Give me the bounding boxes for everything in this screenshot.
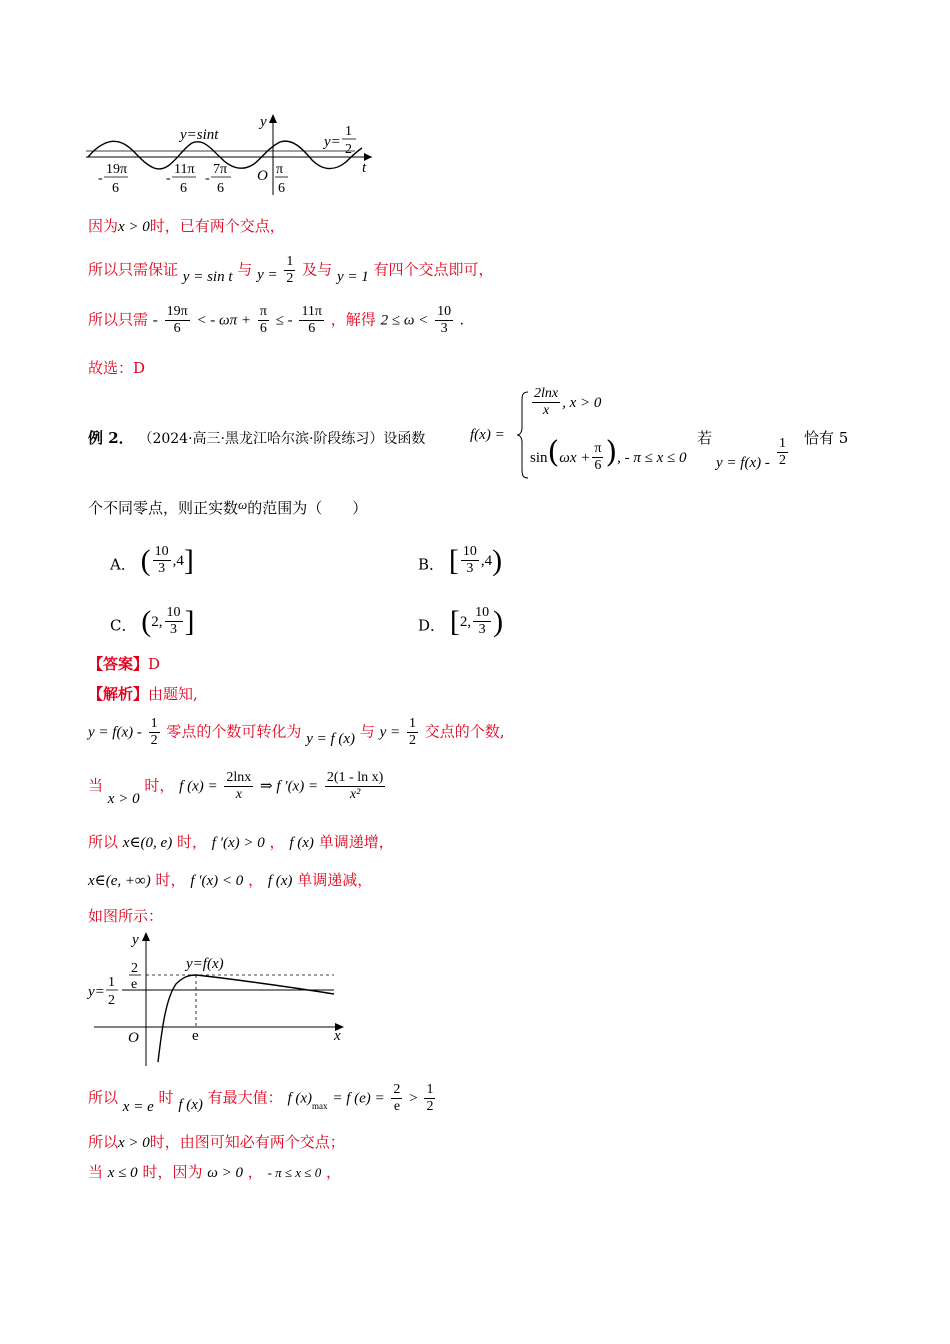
tick-19pi [98, 162, 128, 196]
t-axis-label: t [362, 160, 367, 176]
ex2-fx: f(x) = [470, 427, 505, 443]
svg-text:6: 6 [217, 181, 224, 196]
curve-label-2: y=f(x) [186, 956, 224, 972]
option-b[interactable]: B． [ $\frac{10}{3}$ , 4 ) [418, 543, 503, 577]
max-num: 2 [131, 961, 138, 976]
sol1-line3: 所以只需 - $\frac{19\pi}{6}$ < - ωπ + $\frac{\pi}{6}$ ≤ - $\frac{11\pi}{6}$ ，解得 2 ≤ ω < $\frac{10}{3}$ . [88, 304, 464, 336]
ex2-label: 例 2． （2024·高三·黑龙江哈尔滨·阶段练习）设函数 [88, 429, 426, 447]
svg-text:-: - [166, 171, 171, 186]
sol1-line1: 因为x > 0时，已有两个交点， [88, 217, 285, 235]
y-axis-label: y [260, 114, 267, 130]
analysis-line: 【解析】由题知, [88, 685, 198, 703]
svg-text:6: 6 [278, 181, 285, 196]
sol2-l1: y = f(x) - $\frac{1}{2}$ 零点的个数可转化为 y = f (x) 与 y = $\frac{1}{2}$ 交点的个数, [88, 716, 505, 748]
ex2-ruo: 若 [697, 429, 713, 447]
y-axis-label-2: y [132, 932, 139, 948]
ex2-yf: y = f(x) - $\frac{1}{2}$ [716, 436, 786, 471]
sol2-l2: 当 x > 0 时， f (x) = $\frac{2\ln x}{x}$ ⇒ f ′(x) = $\frac{\text{2(1 - ln x)}}{\text{x²}}$ [88, 770, 384, 807]
graph-fx [84, 928, 354, 1068]
sol2-l8: 当 x ≤ 0 时，因为 ω > 0 ， - π ≤ x ≤ 0 ， [88, 1163, 341, 1181]
x-axis-label-2: x [334, 1028, 341, 1044]
fx-curve [158, 975, 334, 1062]
tick-pi-6 [275, 162, 288, 196]
piecewise-brace [516, 390, 530, 480]
option-a[interactable]: A． ( $\frac{10}{3}$ , 4 ] [110, 543, 194, 577]
graph-sin [80, 110, 380, 200]
svg-text:6: 6 [180, 181, 187, 196]
half-den: 2 [345, 142, 352, 157]
half-line-label: y= [324, 134, 341, 150]
e-tick: e [192, 1028, 199, 1044]
ex2-line2: 个不同零点，则正实数ω的范围为（ ） [88, 497, 368, 517]
half-num: 1 [345, 124, 352, 139]
svg-text:-: - [98, 171, 103, 186]
half-den-2: 2 [108, 993, 115, 1008]
origin-label: O [257, 168, 268, 184]
sol2-l6: 所以 x = e 时 f (x) 有最大值： f $(x)_{max} = f$ (e) = $\frac{2}{e}$ > $\frac{1}{2}$ [88, 1082, 434, 1115]
svg-text:7π: 7π [213, 162, 228, 177]
ex2-tail: 恰有 5 [804, 429, 849, 447]
svg-text:π: π [276, 162, 284, 177]
svg-text:6: 6 [112, 181, 119, 196]
svg-text:19π: 19π [106, 162, 128, 177]
option-d[interactable]: D． [ 2 , $\frac{10}{3}$ ) [418, 604, 504, 638]
sol2-l4: x∈(e, +∞) 时， f ′(x) < 0 ， f (x) 单调递减， [88, 871, 373, 889]
max-den: e [131, 977, 138, 992]
tick-7pi [205, 162, 231, 196]
svg-text:11π: 11π [174, 162, 195, 177]
sol2-l3: 所以 x∈(0, e) 时， f ′(x) > 0 ， f (x) 单调递增， [88, 833, 394, 851]
half-prefix-2: y= [88, 984, 105, 1000]
sol1-answer: 故选：D [88, 359, 146, 377]
origin-label-2: O [128, 1030, 139, 1046]
half-num-2: 1 [108, 975, 115, 990]
tick-11pi [166, 162, 196, 196]
sol2-l5: 如图所示： [88, 907, 164, 925]
sol1-line2: 所以只需保证 y = sin t 与 y = $\frac{1}{2}$ 及与 y = 1 有四个交点即可， [88, 254, 494, 286]
svg-text:-: - [205, 171, 210, 186]
curve-label: y=sint [180, 127, 219, 143]
answer-line: 【答案】D [88, 655, 161, 673]
sol2-l7: 所以x > 0时，由图可知必有两个交点； [88, 1133, 345, 1151]
case-2: sin(ωx + $\frac{\pi}{6}$ ), - π ≤ x ≤ 0 [530, 435, 687, 473]
case-1: $\frac{2\ln x}{x}$ , x > 0 [534, 386, 602, 418]
option-c[interactable]: C． ( 2 , $\frac{10}{3}$ ] [110, 604, 195, 638]
